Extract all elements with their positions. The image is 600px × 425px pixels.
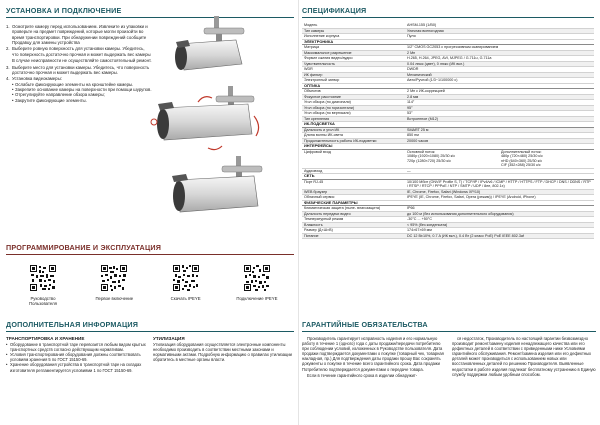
transport-heading: ТРАНСПОРТИРОВКА И ХРАНЕНИЕ bbox=[6, 336, 85, 341]
transport-column bbox=[6, 336, 147, 373]
extra-stream: Дополнительный поток: 480p (720×480) 25/30 к/с nHD (640×360) 25/30 к/с CIF (352×288) 25/30 к/с bbox=[501, 149, 543, 167]
spec-key: Температурный режим bbox=[302, 217, 405, 223]
spec-group-label: СЕТЬ bbox=[302, 174, 594, 180]
install-step: 3. Выберите место для установки камеры. Убедитесь, что поверхность достаточно прочная и может выдержать вес камеры. bbox=[6, 64, 150, 75]
install-title: УСТАНОВКА И ПОДКЛЮЧЕНИЕ bbox=[6, 6, 294, 18]
spec-value: Авто/Ручной (1/3~1/100000 с) bbox=[405, 78, 594, 84]
spec-key: ИК фильтр bbox=[302, 72, 405, 78]
qr-list bbox=[6, 265, 294, 306]
qr-code-icon bbox=[30, 265, 56, 291]
install-step: 1. Осмотрите камеру перед использованием. Извлеките из упаковки и проверьте на предмет повреждений, которые могли произойти во время транспортировки. При обнаружении повреждений сообщите Продавцу для замены устройства bbox=[6, 24, 148, 45]
spec-group-label: ФИЗИЧЕСКИЕ ПАРАМЕТРЫ bbox=[302, 200, 594, 206]
spec-value: до 100 м (без использования дополнительного оборудования) bbox=[405, 211, 594, 217]
spec-value: 2 Мп с ИК-коррекцией bbox=[405, 89, 594, 95]
utilization-heading: УТИЛИЗАЦИЯ bbox=[153, 336, 185, 341]
spec-value bbox=[405, 149, 594, 168]
spec-key: Порт RJ-45 bbox=[302, 179, 405, 189]
spec-value: < 95% (без конденсата) bbox=[405, 222, 594, 228]
spec-value: 10/100 Мбит (ONVIF Profile S, T) / TCP/IP / IPv4/v6 / ICMP / HTTP / HTTPS / FTP / DHCP / DNS / DDNS / RTP / RTSP / RTCP / PPPoE / NTP / SMTP / UDP / 8ee, 802.1x) bbox=[405, 179, 594, 189]
list-item: • Хранение оборудования устройства в транспортной таре на складах изготовителя регламентируется условиями 1 по ГОСТ 15150-69. bbox=[6, 362, 147, 372]
spec-value: SMART 25 м bbox=[405, 127, 594, 133]
warranty-section bbox=[302, 320, 596, 379]
qr-download-ipeye[interactable] bbox=[159, 265, 213, 306]
spec-value: Механический bbox=[405, 72, 594, 78]
spec-value: DWDR bbox=[405, 67, 594, 73]
spec-key: Фокусное расстояние bbox=[302, 94, 405, 100]
qr-code-icon bbox=[101, 265, 127, 291]
camera-step-1-icon bbox=[175, 16, 244, 70]
spec-value: Уличная всепогодная bbox=[405, 28, 594, 34]
spec-key: Размер (Д×Ш×В) bbox=[302, 228, 405, 234]
spec-key: Электронный затвор bbox=[302, 78, 405, 84]
spec-value: 114° bbox=[405, 100, 594, 106]
stream-row-group bbox=[302, 149, 594, 168]
qr-first-launch[interactable] bbox=[87, 265, 141, 306]
list-item: • Ослабьте фиксирующие элементы на кронштейне камеры. bbox=[12, 82, 152, 87]
warranty-column-1: Производитель гарантирует исправность изделия и его нормальную работу в течение 1 (одного) года с даты продажи/передачи потребителю при соблюдении условий, изложенных в Руководстве пользователя. Дата продажи подтверждается документами о покупке (товарный чек, товарная накладная, пр.) Для подтверждения даты продажи прошу Вас сохранять документы о покупке в течение всего гарантийного срока. Дата продажи Потребителю подтверждается документами о передаче товара. Если в течение гарантийного срока в изделии обнаружит- bbox=[302, 336, 444, 378]
utilization-column bbox=[153, 336, 294, 373]
list-item: • Отрегулируйте направление обзора камеры; bbox=[12, 92, 152, 97]
spec-key: Модель bbox=[302, 23, 405, 28]
spec-group-label: ИНТЕРФЕЙСЫ bbox=[302, 144, 594, 150]
install-step: 2. Выберите ровную поверхность для установки камеры. Убедитесь, что поверхность достаточно прочная и может выдержать вес камеры bbox=[6, 46, 151, 57]
install-steps bbox=[6, 24, 152, 103]
spec-key: Облачный сервис bbox=[302, 195, 405, 201]
spec-value: 95° bbox=[405, 105, 594, 111]
table-row bbox=[302, 233, 594, 239]
spec-value: 2 Мп bbox=[405, 50, 594, 56]
right-page bbox=[302, 0, 600, 425]
spec-key: Цифровой вход bbox=[302, 149, 405, 168]
spec-key: Продолжительность работы ИК-подсветки bbox=[302, 138, 405, 144]
page-divider bbox=[298, 0, 299, 425]
spec-value: -30°C ... +50°C bbox=[405, 217, 594, 223]
spec-key: Тип крепления bbox=[302, 116, 405, 122]
qr-label: Подключение IPEYE bbox=[236, 296, 278, 301]
spec-key: Угол обзора (по диагонали) bbox=[302, 100, 405, 106]
spec-value: 0.04 люкс (цвет), 0 люкс (ИК вкл.) bbox=[405, 61, 594, 67]
camera-step-3-icon bbox=[172, 156, 262, 212]
qr-label: Скачать IPEYE bbox=[170, 296, 201, 301]
spec-group-label: ЭЛЕКТРОНИКА bbox=[302, 39, 594, 45]
install-note: В случае неисправности не осуществляйте самостоятельный ремонт. bbox=[12, 58, 152, 64]
camera-illustrations bbox=[150, 16, 288, 226]
install-substeps bbox=[12, 82, 152, 103]
spec-value: Встроенное (М12) bbox=[405, 116, 594, 122]
spec-value: H.265, H.264, JPEG, AVI, MJPEG / G.711u, G.711a bbox=[405, 56, 594, 62]
spec-key: Матрица bbox=[302, 45, 405, 51]
qr-code-icon bbox=[173, 265, 199, 291]
spec-key: Объектив bbox=[302, 89, 405, 95]
spec-value: 1/2" CMOS GC2053 с прогрессивным сканированием bbox=[405, 45, 594, 51]
spec-section bbox=[302, 6, 594, 239]
spec-value: 850 нм bbox=[405, 133, 594, 139]
spec-key: Дальность передачи видео bbox=[302, 211, 405, 217]
camera-diagram bbox=[150, 16, 288, 226]
program-section bbox=[6, 243, 294, 306]
list-item: • Условия транспортирования оборудования должны соответствовать условиям хранения 5 по ГОСТ 15150-69. bbox=[6, 352, 147, 362]
qr-user-manual[interactable] bbox=[16, 265, 70, 306]
spec-key: Длина волны ИК-света bbox=[302, 133, 405, 139]
install-step: 4. Установка видеокамеры: • Ослабьте фиксирующие элементы на кронштейне камеры. • Закрепите основание камеры на поверхности при помощи шурупов. • Отрегулируйте направление обзора камеры; • Закрутите фиксирующие элементы. bbox=[6, 76, 152, 102]
spec-key: WEB браузер bbox=[302, 189, 405, 195]
program-title: ПРОГРАММИРОВАНИЕ И ЭКСПЛУАТАЦИЯ bbox=[6, 243, 294, 255]
qr-label: Руководство Пользователя bbox=[29, 296, 57, 306]
camera-step-2-icon bbox=[151, 86, 259, 150]
table-row bbox=[302, 149, 594, 168]
warranty-columns bbox=[302, 336, 596, 379]
additional-section bbox=[6, 320, 294, 373]
left-page bbox=[0, 0, 296, 425]
spec-value: IE, Chrome, Firefox, Safari (Windows XP/10) bbox=[405, 189, 594, 195]
spec-table bbox=[302, 23, 594, 239]
spec-value: AHSM-155 (1/B0) bbox=[405, 23, 594, 28]
spec-key: Угол обзора (по горизонтали) bbox=[302, 105, 405, 111]
spec-key: Тип камеры bbox=[302, 28, 405, 34]
list-item: • Закрутите фиксирующие элементы. bbox=[12, 98, 152, 103]
spec-key: Чувствительность bbox=[302, 61, 405, 67]
spec-key: Дальность и угол ИК bbox=[302, 127, 405, 133]
spec-value: DC 12 В±10%, 0.7 A (ИК вкл.), 0.4 Вт (2 класс PoE) PoE IEEE 802.3af bbox=[405, 233, 594, 239]
main-stream: Основной поток: 1080p (1920×1080) 25/30 к/с 720p (1280×720) 25/30 к/с bbox=[407, 149, 456, 163]
spec-key: Исполнение корпуса bbox=[302, 34, 405, 40]
spec-value: 20000 часов bbox=[405, 138, 594, 144]
spec-key: Климатическая защита (пыле- влагозащита) bbox=[302, 206, 405, 212]
spec-key: Формат сжатия видео/аудио bbox=[302, 56, 405, 62]
spec-value: 174×67×69 мм bbox=[405, 228, 594, 234]
utilization-text: Утилизация оборудования осуществляется электронные компоненты необходимо производить в соответствии местными законами и нормативными актами. Подробную информацию о правилах утилизации обратитесь в местные органы власти. bbox=[153, 342, 292, 363]
spec-value: IP66 bbox=[405, 206, 594, 212]
warranty-column-2: ся недостаток, Производитель по настоящей гарантии безвозмездно производит ремонт/замену изделия ненадлежащего качества или его дефектных деталей в соответствии с приведенными ниже Условиями гарантийного обслуживания. Ремонт/замена изделия или его дефектных деталей может производиться с использованием новых или восстановленных деталей по решению Производителя. Выявленные недостатки в работе изделия подлежат бесплатному устранению в Единую службу поддержки любым удобным способом. bbox=[452, 336, 596, 377]
spec-key: Влажность bbox=[302, 222, 405, 228]
qr-label: Первое включение bbox=[95, 296, 134, 301]
spec-group-label: ИК-ПОДСВЕТКА bbox=[302, 122, 594, 128]
spec-title: СПЕЦИФИКАЦИЯ bbox=[302, 6, 594, 18]
spec-key: Аудиовход bbox=[302, 168, 405, 174]
spec-key: Максимальное разрешение bbox=[302, 50, 405, 56]
spec-value: — bbox=[405, 168, 594, 174]
table-row bbox=[302, 179, 594, 189]
spec-key: WDR bbox=[302, 67, 405, 73]
spec-group-label: ОПТИКА bbox=[302, 83, 594, 89]
warranty-title: ГАРАНТИЙНЫЕ ОБЯЗАТЕЛЬСТВА bbox=[302, 320, 596, 332]
additional-columns bbox=[6, 336, 294, 373]
spec-key: Угол обзора (по вертикали) bbox=[302, 111, 405, 117]
qr-code-icon bbox=[244, 265, 270, 291]
spec-value: 53° bbox=[405, 111, 594, 117]
list-item: • Оборудование в транспортной таре перевозится любым видом крытых транспортных средств согласно действующим нормативам. bbox=[6, 342, 147, 352]
spec-value: IPEYE (IE, Chrome, Firefox, Safari, Opera (режим)) / IPEYE (Android, iPhone) bbox=[405, 195, 594, 201]
additional-title: ДОПОЛНИТЕЛЬНАЯ ИНФОРМАЦИЯ bbox=[6, 320, 294, 332]
qr-connect-ipeye[interactable] bbox=[230, 265, 284, 306]
spec-value: Пуля bbox=[405, 34, 594, 40]
spec-value: 2.8 мм bbox=[405, 94, 594, 100]
list-item: • Закрепите основание камеры на поверхности при помощи шурупов. bbox=[12, 87, 152, 92]
spec-key: Питание bbox=[302, 233, 405, 239]
transport-list bbox=[6, 342, 147, 373]
